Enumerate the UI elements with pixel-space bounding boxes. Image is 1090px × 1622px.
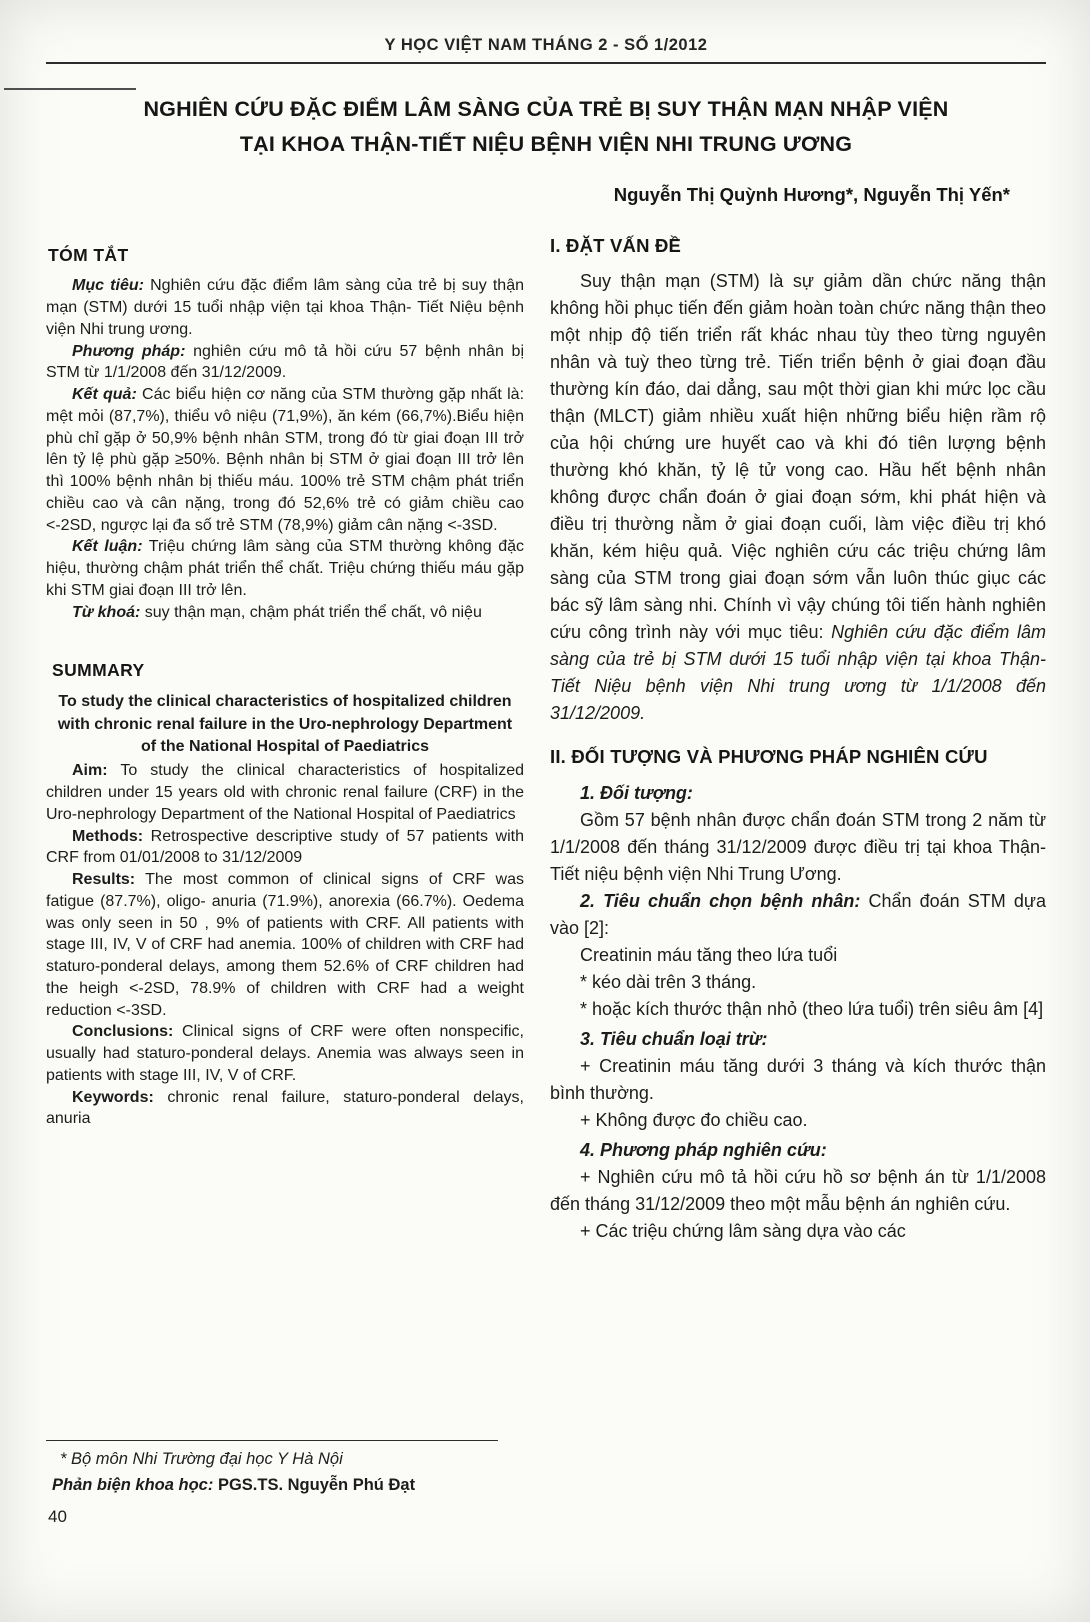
scan-artifact-dash (4, 88, 136, 90)
footnote-reviewer (46, 1476, 498, 1495)
footnote-block (46, 1440, 498, 1527)
abstract-en-paragraph-methods (46, 826, 524, 870)
paragraph-text: suy thận mạn, chậm phát triển thể chất, vô niệu (144, 603, 482, 621)
abstract-vi-paragraph-objective (46, 275, 524, 340)
design-item: + Nghiên cứu mô tả hồi cứu hồ sơ bệnh án từ 1/1/2008 đến tháng 31/12/2009 theo một mẫu bệnh án nghiên cứu. (550, 1167, 1046, 1215)
abstract-vi-paragraph-methods (46, 341, 524, 385)
journal-title: Y HỌC VIỆT NAM THÁNG 2 - SỐ 1/2012 (384, 36, 708, 54)
subheading-text: Chẩn đoán STM dựa vào [2]: (550, 891, 1046, 939)
abstract-en-heading: SUMMARY (52, 660, 145, 681)
intro-objective-emphasis: Nghiên cứu đặc điểm lâm sàng của trẻ bị STM dưới 15 tuổi nhập viện tại khoa Thận- Tiết Niệu bệnh viện Nhi trung ương từ 1/1/2008 đến 31/12/2009. (550, 622, 1046, 724)
left-column (46, 232, 524, 1246)
abstract-en-paragraph-aim (46, 760, 524, 825)
two-column-body (46, 232, 1046, 1246)
design-item: + Các triệu chứng lâm sàng dựa vào các (580, 1221, 906, 1242)
footnote-rule (46, 1440, 498, 1441)
abstract-vi-paragraph-keywords (46, 602, 524, 624)
exclusion-criterion: + Creatinin máu tăng dưới 3 tháng và kích thước thận bình thường. (550, 1056, 1046, 1104)
page-number: 40 (48, 1507, 67, 1526)
abstract-en-paragraph-keywords (46, 1087, 524, 1131)
footnote-affiliation: * Bộ môn Nhi Trường đại học Y Hà Nội (60, 1450, 343, 1468)
abstract-vi-paragraph-conclusion (46, 536, 524, 601)
abstract-en-paragraph-conclusions (46, 1021, 524, 1086)
paragraph-text: Clinical signs of CRF were often nonspecific, usually had staturo-ponderal delays. Anemia was always seen in patients with stage III, IV, V of CRF. (46, 1023, 525, 1084)
article-title-line2: TẠI KHOA THẬN-TIẾT NIỆU BỆNH VIỆN NHI TRUNG ƯƠNG (239, 131, 853, 156)
methods-subheading-exclusion: 3. Tiêu chuẩn loại trừ: (580, 1029, 768, 1050)
intro-paragraph (550, 268, 1046, 727)
inclusion-criterion: * hoặc kích thước thận nhỏ (theo lứa tuổi) trên siêu âm [4] (580, 999, 1044, 1020)
paragraph-text: Retrospective descriptive study of 57 patients with CRF from 01/01/2008 to 31/12/2009 (46, 827, 524, 867)
paragraph-text: nghiên cứu mô tả hồi cứu 57 bệnh nhân bị STM từ 1/1/2008 đến 31/12/2009. (46, 342, 524, 382)
paragraph-text: To study the clinical characteristics of hospitalized children under 15 years old with chronic renal failure (CRF) in the Uro-nephrology Department of the National Hospital of Paediatrics (46, 762, 524, 823)
intro-body-text: Suy thận mạn (STM) là sự giảm dần chức năng thận không hồi phục tiến đến giảm hoàn toàn chức năng thận theo một nhịp độ tiến triển rất khác nhau tùy theo từng nguyên nhân và tuỳ theo từng trẻ. Tiến triển bệnh ở giai đoạn đầu thường kín đáo, dai dẳng, sau một thời gian khi mức lọc cầu thận (MLCT) giảm nhiều xuất hiện những biểu hiện rầm rộ của hội chứng ure huyết cao và khi đó tiên lượng bệnh thường khó khăn, tỷ lệ tử vong cao. Hầu hết bệnh nhân không được chẩn đoán ở giai đoạn sớm, khi phát hiện và điều trị thường nằm ở giai đoạn cuối, làm việc điều trị khó khăn, kém hiệu quả. Việc nghiên cứu các triệu chứng lâm sàng của STM trong giai đoạn sớm vẫn luôn thúc giục các bác sỹ lâm sàng nhi. Chính vì vậy chúng tôi tiến hành nghiên cứu công trình này với mục tiêu: (550, 271, 1046, 643)
abstract-en-subtitle: To study the clinical characteristics of hospitalized children with chronic renal failure in the Uro-nephrology Department of the National Hospital of Paediatrics (57, 693, 513, 756)
paragraph-text: The most common of clinical signs of CRF was fatigue (87.7%), oligo- anuria (71.9%), anorexia (66.7%). Oedema was only seen in 50 , 9% of patients with CRF. All patients with stage III, IV, V of CRF had anemia. 100% of children with CRF had staturo-ponderal delays, among them 52.6% of CRF children had the heigh <-2SD, 78.9% of children with CRF had a weight reduction <-3SD. (46, 871, 524, 1019)
article-authors: Nguyễn Thị Quỳnh Hương*, Nguyễn Thị Yến* (613, 183, 1010, 205)
paragraph-label: Phương pháp: (72, 342, 186, 360)
footnote-reviewer-label: Phản biện khoa học: (52, 1476, 214, 1494)
methods-subjects-paragraph: Gồm 57 bệnh nhân được chẩn đoán STM trong 2 năm từ 1/1/2008 đến tháng 31/12/2009 được điều trị tại khoa Thận-Tiết niệu bệnh viện Nhi Trung Ương. (550, 810, 1046, 885)
paragraph-label: Từ khoá: (72, 603, 141, 621)
subheading-label: 2. Tiêu chuẩn chọn bệnh nhân: (580, 891, 861, 912)
paragraph-label: Aim: (72, 762, 108, 780)
inclusion-criterion: * kéo dài trên 3 tháng. (580, 972, 757, 993)
exclusion-criterion: + Không được đo chiều cao. (580, 1110, 808, 1131)
paragraph-label: Conclusions: (72, 1023, 174, 1041)
article-title (46, 92, 1046, 162)
abstract-vi-heading: TÓM TẮT (48, 244, 129, 265)
paragraph-label: Methods: (72, 827, 144, 845)
header-rule (46, 62, 1046, 64)
paragraph-text: chronic renal failure, staturo-ponderal delays, anuria (46, 1088, 524, 1128)
footnote-reviewer-name: PGS.TS. Nguyễn Phú Đạt (217, 1476, 416, 1494)
abstract-en-paragraph-results (46, 869, 524, 1021)
methods-heading: II. ĐỐI TƯỢNG VÀ PHƯƠNG PHÁP NGHIÊN CỨU (550, 746, 988, 768)
article-title-line1: NGHIÊN CỨU ĐẶC ĐIỂM LÂM SÀNG CỦA TRẺ BỊ SUY THẬN MẠN NHẬP VIỆN (143, 97, 949, 121)
journal-header (46, 36, 1046, 64)
paragraph-label: Kết quả: (72, 386, 137, 404)
paragraph-label: Results: (72, 871, 136, 889)
paragraph-label: Keywords: (72, 1088, 154, 1106)
intro-heading: I. ĐẶT VẤN ĐỀ (550, 234, 682, 256)
methods-subheading-design: 4. Phương pháp nghiên cứu: (580, 1140, 827, 1161)
paragraph-text: Nghiên cứu đặc điểm lâm sàng của trẻ bị suy thận mạn (STM) dưới 15 tuổi nhập viện tại khoa Thận- Tiết Niệu bệnh viện Nhi trung ương. (46, 277, 525, 338)
paragraph-text: Triệu chứng lâm sàng của STM thường không đặc hiệu, thường chậm phát triển thể chất. Triệu chứng thiếu máu gặp khi STM giai đoạn III trở lên. (46, 538, 524, 599)
paragraph-label: Mục tiêu: (72, 277, 144, 295)
inclusion-criterion: Creatinin máu tăng theo lứa tuổi (580, 945, 838, 966)
right-column (550, 232, 1046, 1246)
methods-subheading-inclusion (550, 888, 1046, 942)
methods-subheading-subjects: 1. Đối tượng: (580, 783, 693, 804)
paragraph-label: Kết luận: (72, 538, 143, 556)
abstract-vi-paragraph-results (46, 384, 524, 536)
paragraph-text: Các biểu hiện cơ năng của STM thường gặp nhất là: mệt mỏi (87,7%), thiểu vô niệu (71,9%), ăn kém (66,7%).Biểu hiện phù chỉ gặp ở 50,9% bệnh nhân STM, trong đó từ giai đoạn III trở lên tỷ lệ phù gặp ≥50%. Bệnh nhân bị STM ở giai đoạn III trở lên thì 100% bệnh nhân bị thiếu máu. 100% trẻ STM chậm phát triển chiều cao và cân nặng, trong đó 52,6% trẻ có giảm chiều cao <-2SD, ngược lại đa số trẻ STM (78,9%) giảm cân nặng <-3SD. (46, 386, 525, 534)
